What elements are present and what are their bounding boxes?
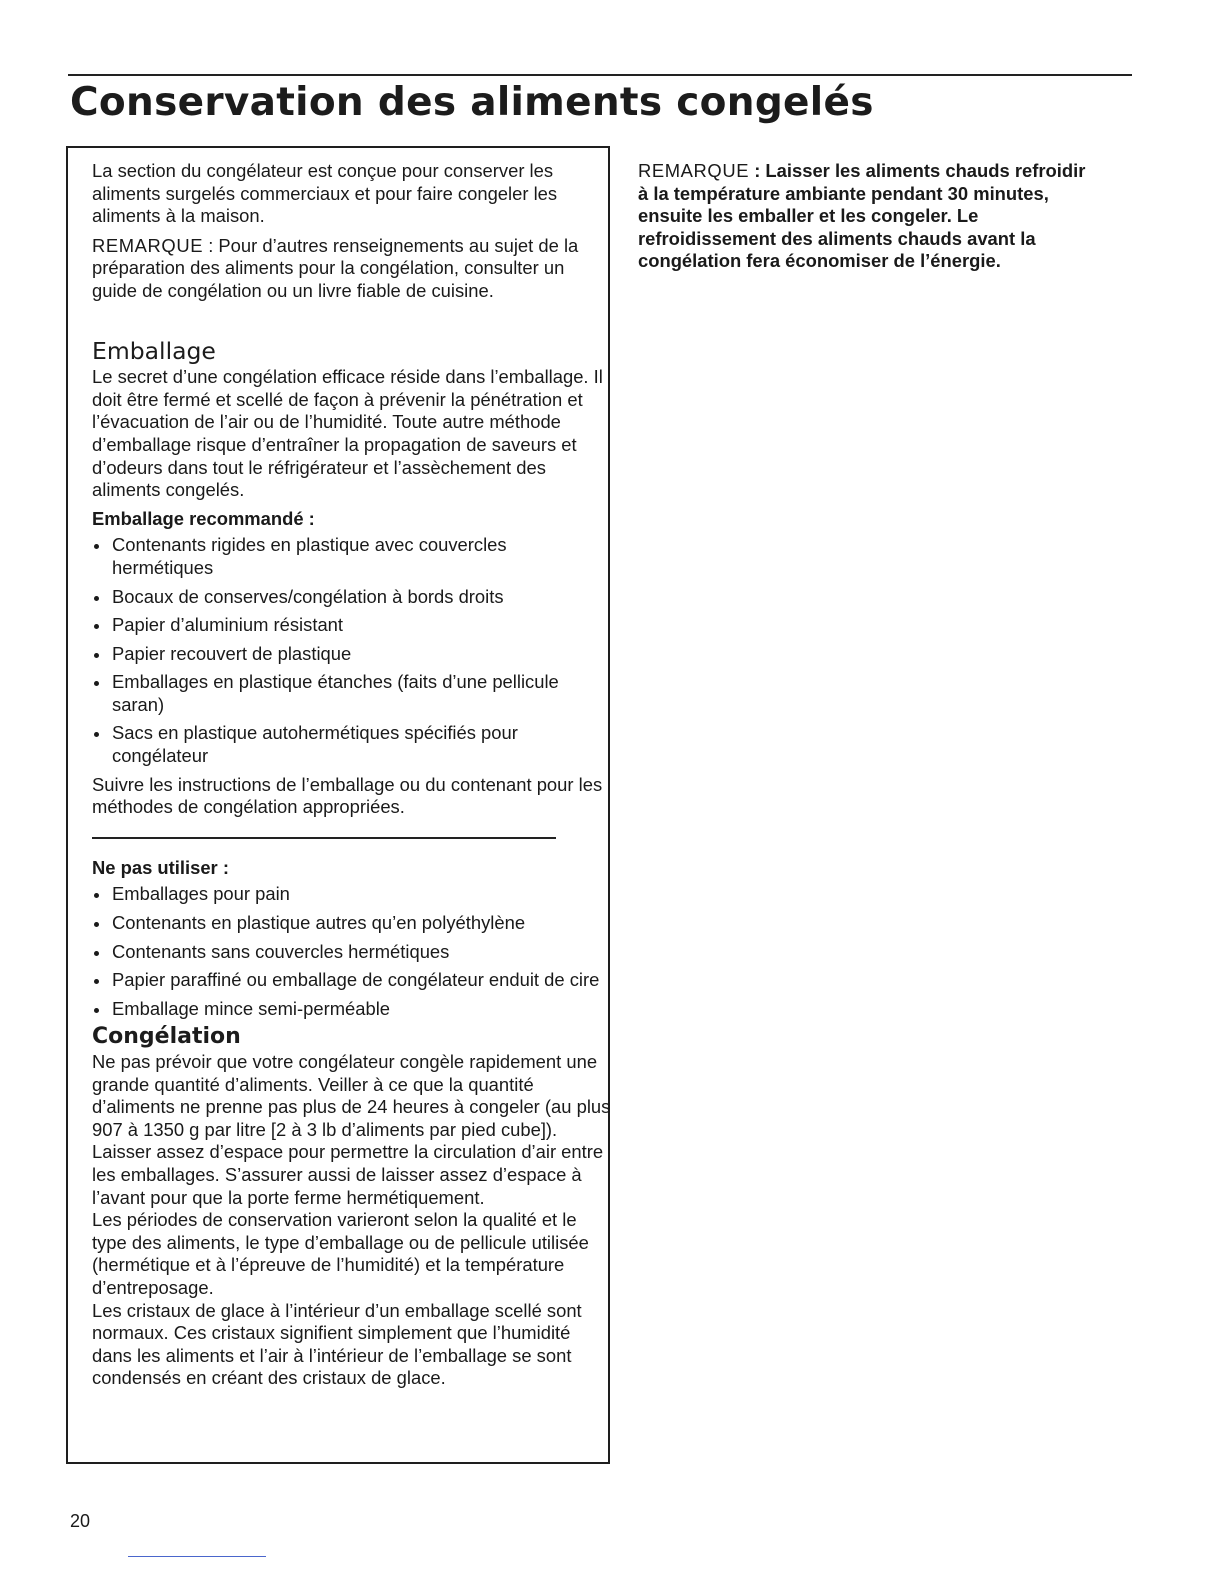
list-item: Contenants rigides en plastique avec couvercles hermétiques [92, 534, 612, 579]
avoid-list [92, 883, 612, 1020]
title-rule [68, 74, 1132, 76]
recommended-heading: Emballage recommandé : [92, 507, 315, 529]
intro-paragraph: La section du congélateur est conçue pour conserver les aliments surgelés commerciaux et pour faire congeler les aliments à la maison. [92, 160, 558, 227]
remark-text: : Pour d’autres renseignements au sujet de la préparation des aliments pour la congélation, consulter un guide de congélation ou un livre fiable de cuisine. [92, 234, 579, 301]
congelation-paragraph-2: Les périodes de conservation varieront selon la qualité et le type des aliments, le type d’emballage ou de pellicule utilisée (hermétique et à l’épreuve de l’humidité) et la température d’entreposage. [92, 1209, 589, 1298]
page-number: 20 [70, 1511, 91, 1531]
recommended-list [92, 534, 612, 767]
list-item: Emballage mince semi-perméable [92, 998, 612, 1021]
list-item: Emballages en plastique étanches (faits d’une pellicule saran) [92, 671, 612, 716]
left-column [92, 160, 612, 1390]
list-item: Emballages pour pain [92, 883, 612, 906]
intro-remark [92, 235, 612, 303]
list-item: Bocaux de conserves/congélation à bords droits [92, 586, 612, 609]
emballage-paragraph: Le secret d’une congélation efficace réside dans l’emballage. Il doit être fermé et scellé de façon à prévenir la pénétration et l’évacuation de l’air ou de l’humidité. Toute autre méthode d’emballage risque d’entraîner la propagation de saveurs et d’odeurs dans tout le réfrigérateur et l’assèchement des aliments congelés. [92, 366, 603, 501]
list-item: Papier d’aluminium résistant [92, 614, 612, 637]
list-item: Papier recouvert de plastique [92, 643, 612, 666]
remark-label: REMARQUE [638, 160, 750, 181]
avoid-heading: Ne pas utiliser : [92, 856, 229, 878]
right-column [638, 160, 1098, 273]
page-title: Conservation des aliments congelés [70, 80, 874, 125]
list-item: Sacs en plastique autohermétiques spécifiés pour congélateur [92, 722, 612, 767]
congelation-paragraph-3: Les cristaux de glace à l’intérieur d’un emballage scellé sont normaux. Ces cristaux signifient simplement que l’humidité dans les aliments et l’air à l’intérieur de l’emballage se sont condensés en créant des cristaux de glace. [92, 1299, 582, 1389]
remark-text: : Laisser les aliments chauds refroidir à la température ambiante pendant 30 minutes, ensuite les emballer et les congeler. Le refroidissement des aliments chauds avant la congélation fera économiser de l’énergie. [638, 160, 1086, 272]
right-remark [638, 160, 1098, 273]
bottom-underline [128, 1556, 266, 1557]
heading-congelation: Congélation [92, 1024, 241, 1050]
congelation-paragraph-1: Ne pas prévoir que votre congélateur congèle rapidement une grande quantité d’aliments. Veiller à ce que la quantité d’aliments ne prenne pas plus de 24 heures à congeler (au plus 907 à 1350 g par litre [2 à 3 lb d’aliments par pied cube]). Laisser assez d’espace pour permettre la circulation d’air entre les emballages. S’assurer aussi de laisser assez d’espace à l’avant pour que la porte ferme hermétiquement. [92, 1051, 611, 1208]
list-item: Papier paraffiné ou emballage de congélateur enduit de cire [92, 969, 612, 992]
follow-instructions: Suivre les instructions de l’emballage ou du contenant pour les méthodes de congélation appropriées. [92, 773, 603, 818]
section-divider [92, 837, 556, 839]
list-item: Contenants en plastique autres qu’en polyéthylène [92, 912, 612, 935]
remark-label: REMARQUE [92, 234, 204, 256]
list-item: Contenants sans couvercles hermétiques [92, 941, 612, 964]
heading-emballage: Emballage [92, 336, 216, 365]
